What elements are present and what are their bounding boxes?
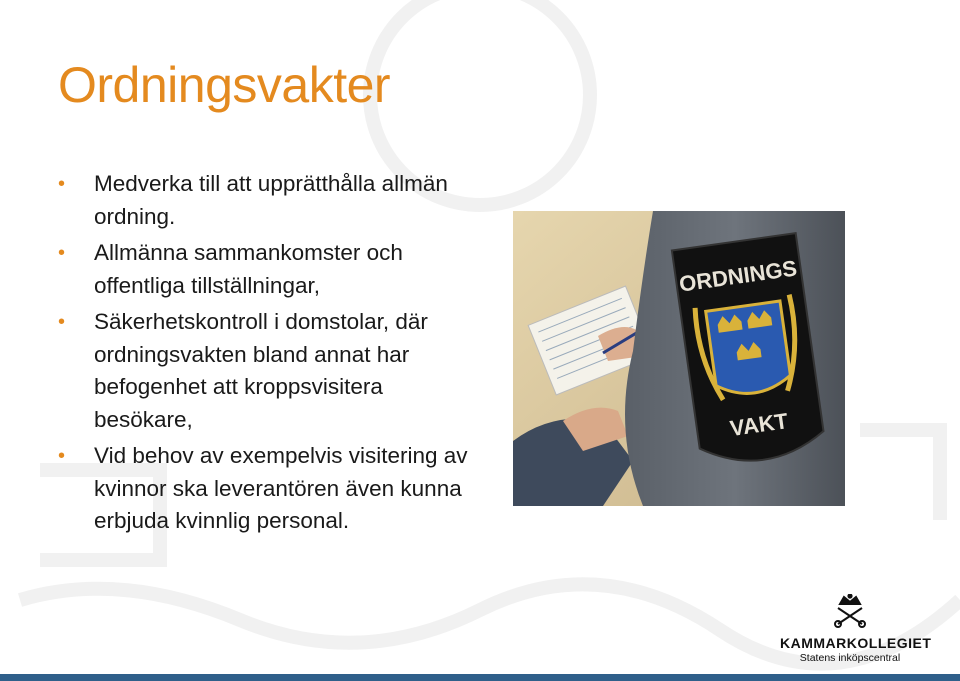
- bullet-marker: •: [58, 311, 66, 333]
- patch-bottom-text: VAKT: [728, 408, 790, 442]
- bullet-marker: •: [58, 173, 66, 195]
- bullet-text: Vid behov av exempelvis visitering av kvinnor ska leverantören även kunna erbjuda kvinnlig personal.: [94, 443, 468, 533]
- patch-top-text: ORDNINGS: [677, 255, 799, 297]
- guard-photo: [513, 211, 845, 506]
- bullet-marker: •: [58, 242, 66, 264]
- guard-photo-illustration: [513, 211, 845, 506]
- bullet-text: Säkerhetskontroll i domstolar, där ordningsvakten bland annat har befogenhet att kroppsvisitera besökare,: [94, 309, 428, 432]
- logo-brand: KAMMARKOLLEGIET: [780, 635, 932, 651]
- bullet-list: [58, 168, 478, 542]
- kammarkollegiet-logo: [780, 594, 932, 664]
- footer-rule: [0, 674, 960, 681]
- bullet-item: [58, 237, 478, 302]
- bullet-text: Allmänna sammankomster och offentliga tillställningar,: [94, 240, 403, 298]
- bullet-item: [58, 168, 478, 233]
- slide-title: Ordningsvakter: [58, 57, 391, 113]
- logo-subtitle: Statens inköpscentral: [799, 652, 901, 664]
- bullet-item: [58, 306, 478, 436]
- bullet-item: [58, 440, 478, 538]
- bullet-text: Medverka till att upprätthålla allmän ordning.: [94, 171, 448, 229]
- bullet-marker: •: [58, 445, 66, 467]
- crown-keys-icon: [830, 594, 870, 628]
